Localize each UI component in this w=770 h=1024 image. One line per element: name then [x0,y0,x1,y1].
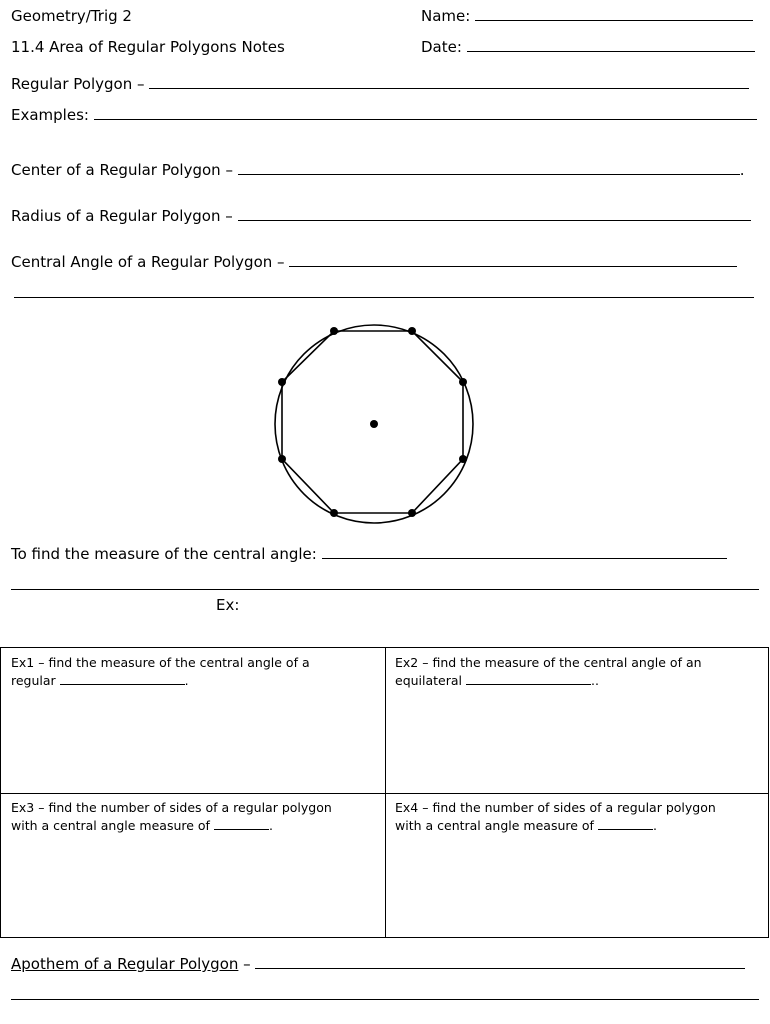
vertex-point [330,327,338,335]
ex2-equilateral-label: equilateral [395,673,463,688]
course-title: Geometry/Trig 2 [11,7,132,25]
vertex-point [408,327,416,335]
ex4-blank[interactable] [598,818,653,830]
name-label: Name: [421,7,471,25]
regular-polygon-label: Regular Polygon – [11,75,145,93]
vertex-point [459,378,467,386]
ex1-prompt-line1: Ex1 – find the measure of the central angle of a [11,655,310,670]
ex4-prompt-line1: Ex4 – find the number of sides of a regular polygon [395,800,716,815]
name-blank[interactable] [475,6,753,21]
regular-polygon-definition [11,74,749,94]
center-point [370,420,378,428]
ex2-prompt-line2 [395,672,759,690]
find-central-angle-line [11,544,727,564]
ex2-blank[interactable] [466,673,591,685]
center-label: Center of a Regular Polygon – [11,161,233,179]
exercise-4-box[interactable] [385,793,769,937]
find-central-angle-label: To find the measure of the central angle: [11,545,317,563]
examples-label: Examples: [11,106,89,124]
ex1-regular-label: regular [11,673,56,688]
ex3-angle-label: with a central angle measure of [11,818,210,833]
date-blank[interactable] [467,37,755,52]
ex1-period: . [184,673,189,688]
central-angle-continuation-blank[interactable] [14,297,754,298]
central-angle-blank[interactable] [289,252,737,267]
apothem-blank[interactable] [255,954,745,969]
examples-blank[interactable] [94,105,757,120]
ex3-period: . [268,818,273,833]
exercise-3-box[interactable] [1,793,385,937]
ex3-blank[interactable] [214,818,269,830]
find-central-angle-continuation-blank[interactable] [11,589,759,590]
radius-blank[interactable] [238,206,751,221]
ex3-prompt-line1: Ex3 – find the number of sides of a regular polygon [11,800,332,815]
vertex-point [278,378,286,386]
ex3-prompt-line2 [11,817,375,835]
vertex-point [330,509,338,517]
vertex-point [459,455,467,463]
name-field[interactable] [421,6,753,26]
center-blank[interactable] [238,160,740,175]
apothem-dash: – [243,955,251,973]
center-period: . [739,161,745,179]
vertex-point [408,509,416,517]
apothem-definition [11,954,745,974]
central-angle-label: Central Angle of a Regular Polygon – [11,253,285,271]
ex2-period: .. [591,673,599,688]
center-definition [11,160,745,180]
radius-label: Radius of a Regular Polygon – [11,207,233,225]
apothem-continuation-blank[interactable] [11,999,759,1000]
ex1-prompt-line2 [11,672,375,690]
ex4-period: . [652,818,657,833]
ex4-prompt-line2 [395,817,759,835]
examples-line [11,105,757,125]
central-angle-definition [11,252,737,272]
vertex-point [278,455,286,463]
ex1-blank[interactable] [60,673,185,685]
exercise-grid [0,647,769,938]
ex4-angle-label: with a central angle measure of [395,818,594,833]
find-central-angle-blank[interactable] [322,544,727,559]
date-field[interactable] [421,37,755,57]
ex2-prompt-line1: Ex2 – find the measure of the central angle of an [395,655,702,670]
regular-polygon-blank[interactable] [149,74,749,89]
radius-definition [11,206,751,226]
lesson-title: 11.4 Area of Regular Polygons Notes [11,38,285,56]
exercise-2-box[interactable] [385,648,769,793]
exercise-1-box[interactable] [1,648,385,793]
date-label: Date: [421,38,462,56]
apothem-label: Apothem of a Regular Polygon [11,955,239,973]
ex-label: Ex: [216,596,240,614]
octagon-inscribed-circle-figure [262,312,486,524]
